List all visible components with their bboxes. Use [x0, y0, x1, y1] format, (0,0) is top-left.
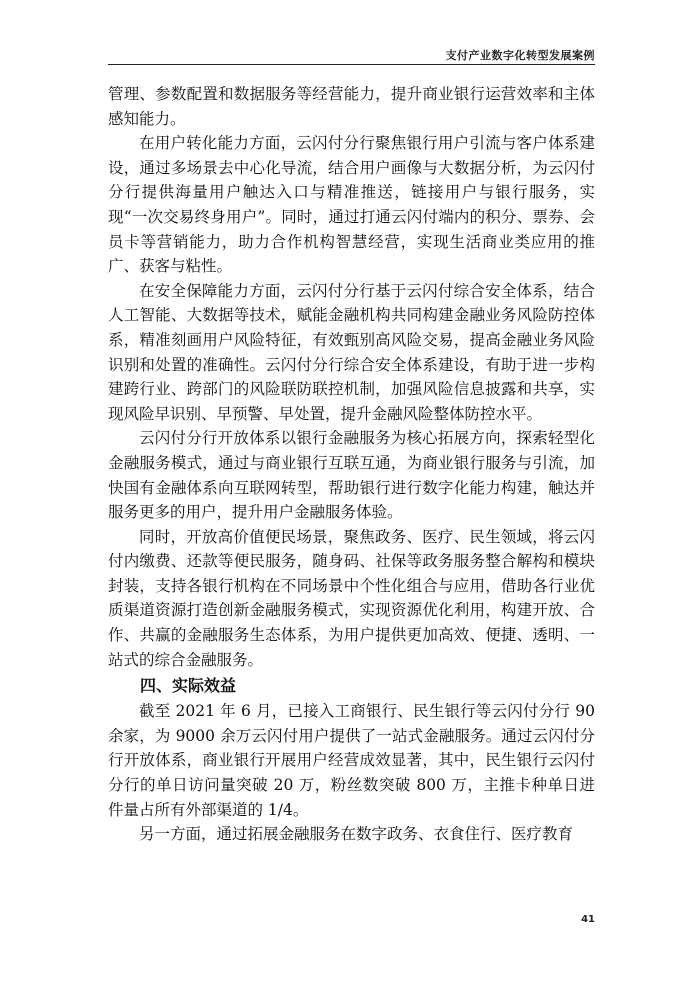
page-header [0, 0, 699, 64]
running-header-title: 支付产业数字化转型发展案例 [445, 49, 595, 62]
header-divider [108, 64, 595, 65]
body-paragraph: 管理、参数配置和数据服务等经营能力，提升商业银行运营效率和主体感知能力。 [108, 85, 595, 128]
section-heading: 四、实际效益 [140, 676, 237, 696]
body-paragraph: 同时，开放高价值便民场景，聚焦政务、医疗、民生领域，将云闪付内缴费、还款等便民服务，随身码、社保等政务服务整合解构和模块封装，支持各银行机构在不同场景中个性化组合与应用，借助各行业优质渠道资源打造创新金融服务模式，实现资源优化利用，构建开放、合作、共赢的金融服务生态体系，为用户提供更加高效、便捷、透明、一站式的综合金融服务。 [108, 527, 595, 669]
body-paragraph: 在用户转化能力方面，云闪付分行聚焦银行用户引流与客户体系建设，通过多场景去中心化导流，结合用户画像与大数据分析，为云闪付分行提供海量用户触达入口与精准推送，链接用户与银行服务，实现“一次交易终身用户”。同时，通过打通云闪付端内的积分、票券、会员卡等营销能力，助力合作机构智慧经营，实现生活商业类应用的推广、获客与粘性。 [108, 134, 595, 276]
body-paragraph: 云闪付分行开放体系以银行金融服务为核心拓展方向，探索轻型化金融服务模式，通过与商业银行互联互通，为商业银行服务与引流，加快国有金融体系向互联网转型，帮助银行进行数字化能力构建，触达并服务更多的用户，提升用户金融服务体验。 [108, 429, 595, 522]
page-number: 41 [581, 914, 595, 925]
body-paragraph: 截至 2021 年 6 月，已接入工商银行、民生银行等云闪付分行 90 余家，为 9000 余万云闪付用户提供了一站式金融服务。通过云闪付分行开放体系，商业银行开展用户经营成效显著，其中，民生银行云闪付分行的单日访问量突破 20 万，粉丝数突破 800 万，主推卡种单日进件量占所有外部渠道的 1/4。 [108, 702, 595, 819]
page-body [108, 82, 595, 847]
body-paragraph: 另一方面，通过拓展金融服务在数字政务、衣食住行、医疗教育 [139, 825, 574, 844]
body-paragraph: 在安全保障能力方面，云闪付分行基于云闪付综合安全体系，结合人工智能、大数据等技术，赋能金融机构共同构建金融业务风险防控体系，精准刻画用户风险特征，有效甄别高风险交易，提高金融业务风险识别和处置的准确性。云闪付分行综合安全体系建设，有助于进一步构建跨行业、跨部门的风险联防联控机制，加强风险信息披露和共享，实现风险早识别、早预警、早处置，提升金融风险整体防控水平。 [108, 281, 595, 423]
